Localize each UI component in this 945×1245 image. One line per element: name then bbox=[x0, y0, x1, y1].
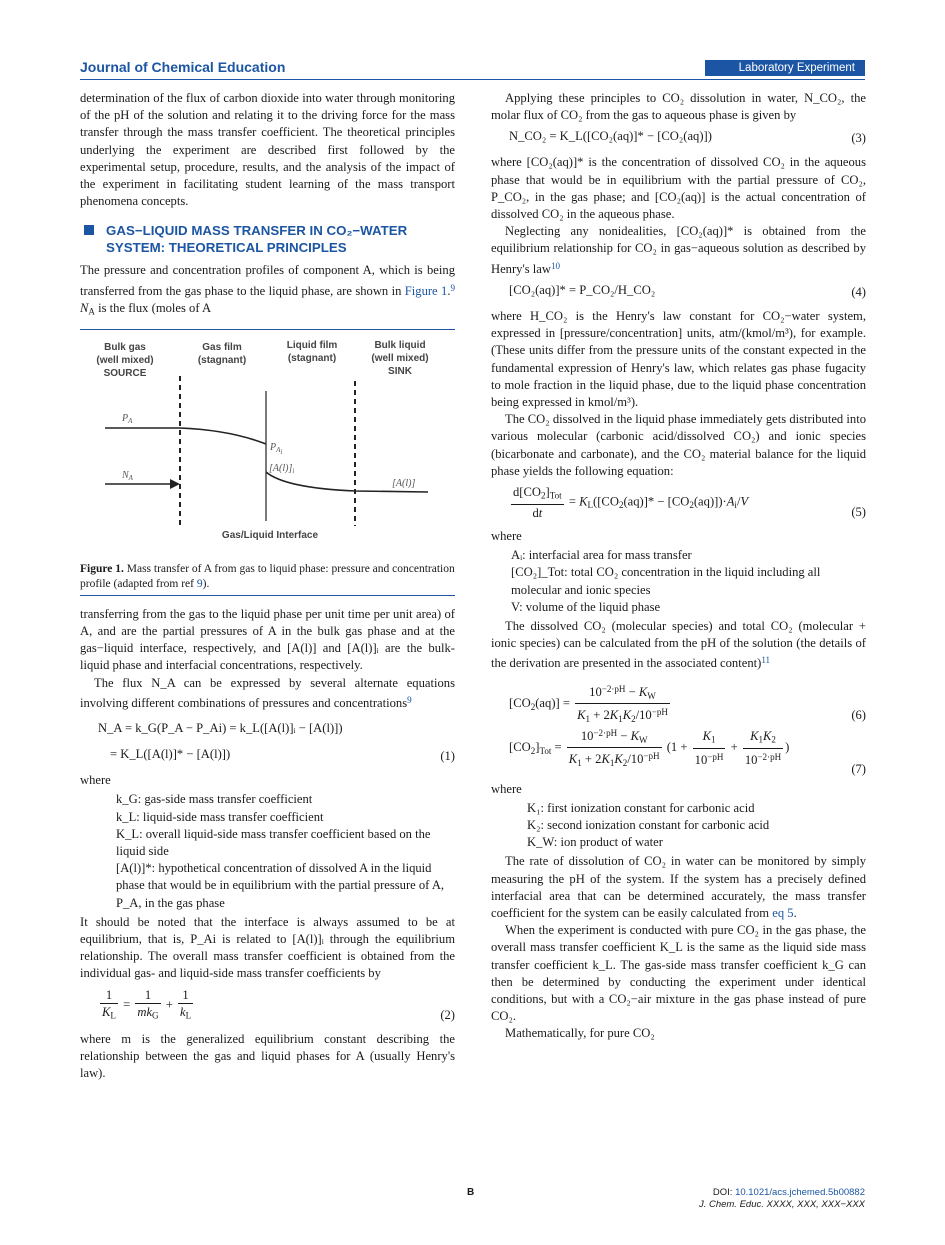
section-heading bbox=[80, 222, 455, 256]
label-source: SOURCE bbox=[103, 367, 147, 379]
equation-1-line-2: = K_L([A(l)]* − [A(l)]) (1) bbox=[80, 746, 455, 768]
label-bulk-liquid-mixed: (well mixed) bbox=[371, 352, 429, 364]
label-liquid-film-stagnant: (stagnant) bbox=[287, 352, 337, 364]
label-bulk-gas: Bulk gas bbox=[104, 341, 146, 353]
journal-title[interactable]: Journal of Chemical Education bbox=[80, 59, 286, 75]
doi-block: DOI: 10.1021/acs.jchemed.5b00882 J. Chem. Educ. XXXX, XXX, XXX−XXX bbox=[698, 1187, 865, 1210]
definition-list-1 bbox=[116, 791, 455, 911]
paragraph-mathematically: Mathematically, for pure CO₂ bbox=[505, 1026, 655, 1041]
def-A-star: [A(l)]*: hypothetical concentration of dissolved A in the liquid phase that would be in equilibrium with the partial pressure of A, P_A, in the gas phase bbox=[116, 861, 445, 910]
label-gas-film-stagnant: (stagnant) bbox=[197, 354, 247, 366]
where-label-7: where bbox=[491, 781, 522, 796]
paragraph-nonidealities: Neglecting any nonidealities, [CO₂(aq)]* is obtained from the equilibrium relationship for CO₂ in gas−aqueous solution as described by Henry's law$^{10}$ bbox=[491, 224, 866, 276]
def-Ai: Aᵢ: interfacial area for mass transfer bbox=[511, 548, 692, 563]
caption-ref-9-link[interactable]: 9 bbox=[196, 577, 203, 590]
equation-6: $[CO_2(aq)]$ = $\frac{10^{-2\cdot pH} - K_W}{K_1 + 2K_1K_2/10^{-pH}}$ (6) bbox=[491, 681, 866, 721]
header-rule bbox=[80, 79, 865, 80]
paragraph-dissolved: The dissolved CO₂ (molecular species) and total CO₂ (molecular + ionic species) can be calculated from the pH of the solution (the details of the derivation are presented in the associated content)$^{11}$ bbox=[491, 618, 866, 671]
ref-10-link[interactable]: 10 bbox=[550, 260, 561, 271]
paragraph-pure-co2: When the experiment is conducted with pure CO₂ in the gas phase, the overall mass transfer coefficient K_L is the same as the liquid side mass transfer coefficient k_L. The gas-side mass transfer coefficient k_G can then be determined by conducting the experiment under identical conditions, but with a CO₂−air mixture in the gas phase instead of pure CO₂. bbox=[491, 923, 866, 1024]
right-column bbox=[491, 90, 866, 1043]
paragraph-henry-constant: where H_CO₂ is the Henry's law constant for CO₂−water system, expressed in [pressure/concentration] units, atm/(kmol/m³), for example. (These units differ from the pressure units of the constant expected in the fundamental expression of Henry's law, which relates gas phase fugacity to mole fraction in the liquid phase, due to the liquid phase concentration being expressed in kmol/m³). bbox=[491, 308, 866, 409]
equation-1-number: (1) bbox=[440, 749, 455, 764]
paragraph-flux: The flux N_A can be expressed by several alternate equations involving different combinations of pressures and concentrations$^9$ bbox=[80, 675, 455, 710]
label-ali: $[A(l)]_i$ bbox=[269, 462, 295, 475]
definition-list-5 bbox=[511, 547, 866, 616]
label-bulk-liquid: Bulk liquid bbox=[374, 339, 426, 351]
ref-9-link-2[interactable]: 9 bbox=[407, 694, 412, 705]
label-pai: $P_{Ai}$ bbox=[270, 441, 283, 456]
label-sink: SINK bbox=[388, 365, 412, 377]
page-number: B bbox=[467, 1187, 475, 1198]
figure-1 bbox=[80, 329, 455, 596]
def-kg: k_G: gas-side mass transfer coefficient bbox=[116, 792, 313, 807]
paragraph-co2-star: where [CO₂(aq)]* is the concentration of dissolved CO₂ in the aqueous phase that would be in equilibrium with the partial pressure of CO₂, P_CO₂, in the gas phase; and [CO₂(aq)] is the actual concentration of dissolved CO₂ in the aqueous phase. bbox=[491, 155, 866, 222]
page-header bbox=[80, 59, 865, 81]
equation-4: [CO₂(aq)]* = P_CO₂/H_CO₂ (4) bbox=[491, 282, 866, 304]
paragraph-distribution: The CO₂ dissolved in the liquid phase immediately gets distributed into various molecular (carbonic acid/dissolved CO₂) and ionic species (bicarbonate and carbonate), and the CO₂ material balance for the liquid phase yields the following equation: bbox=[491, 412, 866, 478]
intro-paragraph: determination of the flux of carbon dioxide into water through monitoring of the pH of the solution and relating it to the driving force for the mass transfer through the mass transfer coefficient. The theoretical principles underlying the experiment are described first followed by the experimental setup, procedure, results, and the analysis of the impact of the experiment in facilitating student learning of the mass transport phenomena concepts. bbox=[80, 91, 455, 209]
figure-caption: Figure 1. Mass transfer of A from gas to liquid phase: pressure and concentration profile (adapted from ref 9). bbox=[80, 562, 455, 590]
definition-list-7 bbox=[527, 800, 866, 852]
label-bulk-gas-mixed: (well mixed) bbox=[96, 354, 154, 366]
paragraph-co2-flux: Applying these principles to CO₂ dissolution in water, N_CO₂, the molar flux of CO₂ from the gas to aqueous phase is given by bbox=[491, 91, 866, 123]
label-gas-film: Gas film bbox=[202, 341, 242, 353]
section-square-icon bbox=[84, 225, 94, 235]
citation: J. Chem. Educ. XXXX, XXX, XXX−XXX bbox=[698, 1199, 865, 1210]
label-pa: $P_A$ bbox=[122, 412, 133, 425]
equation-3: N_CO₂ = K_L([CO₂(aq)]* − [CO₂(aq)]) (3) bbox=[491, 128, 866, 150]
equation-6-number: (6) bbox=[851, 707, 866, 722]
label-interface: Gas/Liquid Interface bbox=[221, 529, 319, 541]
def-Kw: K_W: ion product of water bbox=[527, 835, 663, 850]
equation-7: $[CO_2]_{Tot}$ = $\frac{10^{-2\cdot pH} - K_W}{K_1 + 2K_1K_2/10^{-pH}}$ (1 + $\frac{K_1}{10^{-pH}}$ + $\frac{K_1K_2}{10^{-2\cdot pH}}$ ) (7) bbox=[491, 725, 866, 777]
section-title: GAS−LIQUID MASS TRANSFER IN CO₂−WATER SYSTEM: THEORETICAL PRINCIPLES bbox=[106, 223, 408, 256]
paragraph-henry: where m is the generalized equilibrium constant describing the relationship between the gas and liquid phases for A (usually Henry's law). bbox=[80, 1031, 455, 1080]
paragraph-profiles: The pressure and concentration profiles of component A, which is being transferred from the gas phase to the liquid phase, are shown in Figure 1.$^9$ $N_A$ is the flux (moles of A bbox=[80, 263, 455, 317]
def-K2: K₂: second ionization constant for carbonic acid bbox=[527, 818, 770, 833]
label-liquid-film: Liquid film bbox=[286, 339, 338, 351]
equation-5-number: (5) bbox=[851, 504, 866, 519]
equation-7-number: (7) bbox=[851, 761, 866, 776]
doi-link[interactable]: 10.1021/acs.jchemed.5b00882 bbox=[735, 1187, 865, 1198]
flux-arrow-head bbox=[170, 479, 180, 489]
where-label-1: where bbox=[80, 773, 111, 788]
pressure-profile bbox=[105, 428, 266, 444]
equation-2-number: (2) bbox=[440, 1007, 455, 1022]
mass-transfer-diagram bbox=[80, 336, 455, 546]
equation-4-number: (4) bbox=[851, 284, 866, 299]
equation-5: $\frac{d[CO_2]_{Tot}}{dt}$ = $K_L([CO_2(aq)]* - [CO_2(aq)])\cdot A_i/V$ (5) bbox=[513, 484, 866, 520]
def-KL: K_L: overall liquid-side mass transfer coefficient based on the liquid side bbox=[116, 826, 431, 858]
def-co2-tot: [CO₂]_Tot: total CO₂ concentration in the liquid including all molecular and ionic species bbox=[511, 565, 821, 597]
ref-11-link[interactable]: 11 bbox=[761, 655, 771, 666]
where-label-5: where bbox=[491, 528, 522, 543]
paragraph-rate: The rate of dissolution of CO₂ in water can be monitored by simply measuring the pH of the system. If the system has a precisely defined interfacial area that can be determined accurately, the mass transfer coefficient for the system can be easily calculated from eq 5. bbox=[491, 854, 866, 921]
left-column bbox=[80, 90, 455, 1082]
label-al: [A(l)] bbox=[392, 477, 416, 489]
label-na: $N_A$ bbox=[122, 469, 133, 482]
def-kl: k_L: liquid-side mass transfer coefficient bbox=[116, 809, 324, 824]
paragraph-equilibrium: It should be noted that the interface is always assumed to be at equilibrium, that is, P_Ai is related to [A(l)]ᵢ through the equilibrium relationship. The overall mass transfer coefficient is obtained from the individual gas- and liquid-side mass transfer coefficients by bbox=[80, 914, 455, 981]
figure-1-link[interactable]: Figure 1 bbox=[404, 283, 448, 298]
ref-9-link[interactable]: 9 bbox=[450, 282, 455, 293]
equation-1-line-1: N_A = k_G(P_A − P_Ai) = k_L([A(l)]ᵢ − [A(l)]) bbox=[98, 721, 343, 736]
paragraph-partial-pressures: transferring from the gas to the liquid phase per unit time per unit area) of A, and are the partial pressures of A in the bulk gas phase and at the gas−liquid interface, respectively, and [A(l)] and [A(l)]ᵢ are the bulk-liquid phase and interfacial concentrations, respectively. bbox=[80, 606, 455, 673]
eq-5-link[interactable]: eq 5 bbox=[772, 906, 794, 921]
def-V: V: volume of the liquid phase bbox=[511, 599, 661, 614]
equation-2: $\frac{1}{K_L}$ = $\frac{1}{mk_G}$ + $\frac{1}{k_L}$ (2) bbox=[80, 987, 455, 1027]
section-badge: Laboratory Experiment bbox=[705, 60, 865, 76]
equation-3-number: (3) bbox=[851, 131, 866, 146]
def-K1: K₁: first ionization constant for carbonic acid bbox=[527, 800, 755, 815]
